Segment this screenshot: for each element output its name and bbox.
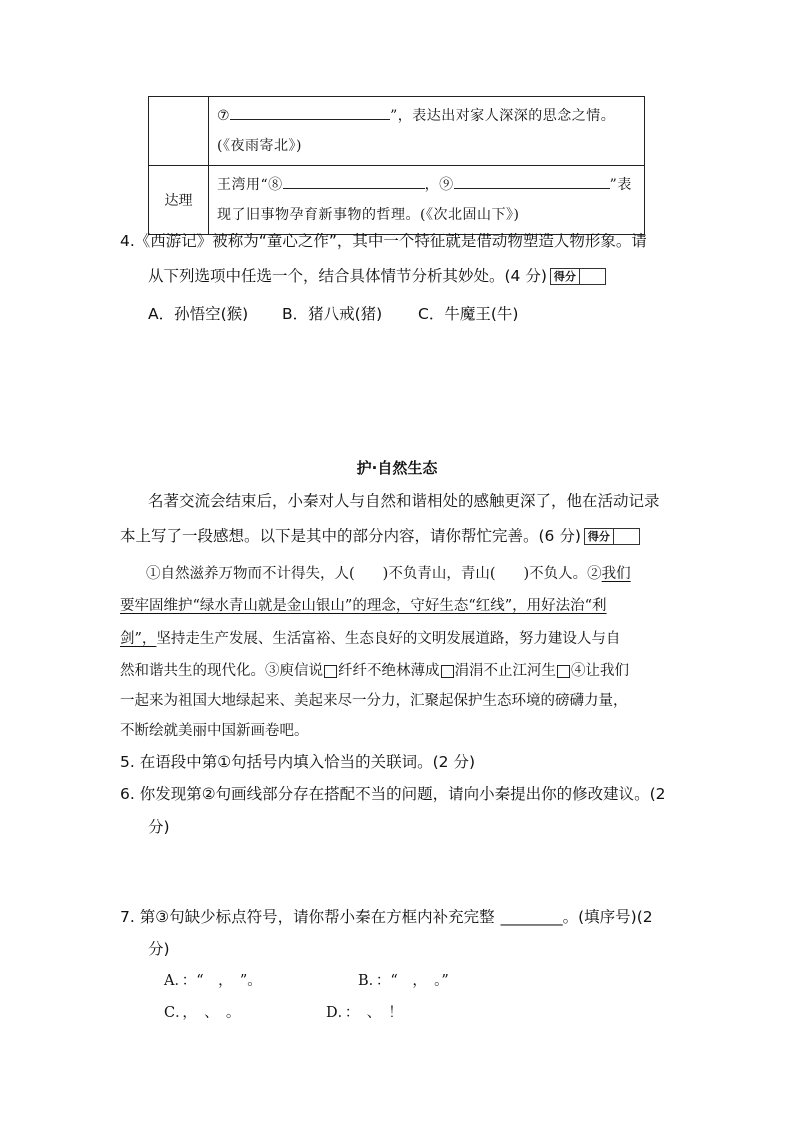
passage-text: 纤纤不绝林薄成 — [338, 663, 440, 679]
blank-9-suffix: ”表 — [609, 177, 632, 193]
table-cell-blank-8-9 — [209, 166, 645, 235]
passage-line-2: 要牢固维护“绿水青山就是金山银山”的理念，守好生态“红线”，用好法治“利 — [120, 598, 607, 614]
section-intro-line-1: 名著交流会结束后，小秦对人与自然和谐相处的感触更深了，他在活动记录 — [148, 492, 660, 510]
section-intro-text: 本上写了一段感想。以下是其中的部分内容，请你帮忙完善。(6 分) — [120, 527, 581, 545]
passage-line-5: 一起来为祖国大地绿起来、美起来尽一分力，汇聚起保护生态环境的磅礴力量， — [120, 693, 628, 709]
question-4-line-2 — [148, 264, 606, 286]
section-title: 护·自然生态 — [356, 459, 438, 477]
table-cell-blank-7 — [209, 97, 645, 166]
blank-7-suffix: ”，表达出对家人深深的思念之情。 — [390, 108, 616, 124]
score-label: 得分 — [585, 529, 614, 544]
question-5: 5. 在语段中第①句括号内填入恰当的关联词。(2 分) — [120, 753, 475, 771]
blank-8-prefix: 王湾用“⑧ — [217, 177, 283, 193]
answer-blank-7q[interactable]: ________ — [500, 908, 563, 926]
answer-blank-9[interactable] — [454, 172, 610, 189]
passage-text: ①自然滋养万物而不计得失，人( — [146, 566, 355, 582]
question-7-option-d[interactable]: D．： 、 ！ — [326, 1005, 403, 1021]
passage-line-4 — [120, 659, 629, 680]
passage-text: 涓涓不止江河生 — [454, 663, 556, 679]
poem-fill-table — [148, 96, 645, 235]
score-box[interactable] — [584, 528, 640, 545]
passage-line-1 — [146, 562, 631, 583]
question-6-line-1: 6. 你发现第②句画线部分存在搭配不当的问题，请向小秦提出你的修改建议。(2 — [120, 785, 666, 803]
question-4-option-a[interactable]: A．孙悟空(猴) — [148, 305, 249, 323]
question-6-line-2: 分) — [148, 818, 170, 836]
question-4-line-1: 4.《西游记》被称为“童心之作”，其中一个特征就是借动物塑造人物形象。请 — [120, 232, 647, 250]
question-4-option-b[interactable]: B．猪八戒(猪) — [282, 305, 383, 323]
question-4-text: 从下列选项中任选一个，结合具体情节分析其妙处。(4 分) — [148, 267, 547, 285]
punctuation-box-3[interactable] — [557, 665, 570, 678]
passage-text: 坚持走生产发展、生活富裕、生态良好的文明发展道路，努力建设人与自 — [156, 631, 621, 647]
table-row-label-dali: 达理 — [149, 166, 209, 235]
punctuation-box-2[interactable] — [441, 665, 454, 678]
poem-source-2: 现了旧事物孕育新事物的哲理。(《次北固山下》) — [217, 207, 520, 223]
question-7-text: 7. 第③句缺少标点符号，请你帮小秦在方框内补充完整 — [120, 908, 495, 926]
passage-text: )不负人。② — [523, 566, 602, 582]
question-7-option-a[interactable]: A．：“ ， ”。 — [164, 973, 262, 989]
punctuation-box-1[interactable] — [324, 665, 337, 678]
score-box[interactable] — [550, 268, 606, 285]
underlined-text: 剑”， — [120, 631, 157, 647]
blank-9-prefix: ，⑨ — [424, 177, 454, 193]
table-row-label-empty — [149, 97, 209, 166]
question-7-line-1 — [120, 905, 653, 927]
section-intro-line-2 — [120, 524, 640, 546]
question-7-option-c[interactable]: C．， 、 。 — [164, 1005, 241, 1021]
poem-source-1: (《夜雨寄北》) — [217, 138, 302, 154]
passage-line-6: 不断绘就美丽中国新画卷吧。 — [120, 723, 309, 739]
answer-blank-8[interactable] — [283, 172, 425, 189]
passage-text: ④让我们 — [571, 663, 629, 679]
score-label: 得分 — [551, 269, 580, 284]
passage-text: )不负青山，青山( — [382, 566, 496, 582]
blank-number-7: ⑦ — [217, 108, 231, 124]
answer-blank-7[interactable] — [230, 103, 390, 120]
underlined-text: 我们 — [601, 566, 631, 582]
passage-text: 然和谐共生的现代化。③庾信说 — [120, 663, 323, 679]
question-7-option-b[interactable]: B．：“ ， 。” — [358, 973, 449, 989]
question-4-option-c[interactable]: C．牛魔王(牛) — [418, 305, 519, 323]
question-7-suffix: 。(填序号)(2 — [562, 908, 653, 926]
passage-line-3 — [120, 627, 620, 648]
question-7-line-2: 分) — [148, 940, 170, 958]
